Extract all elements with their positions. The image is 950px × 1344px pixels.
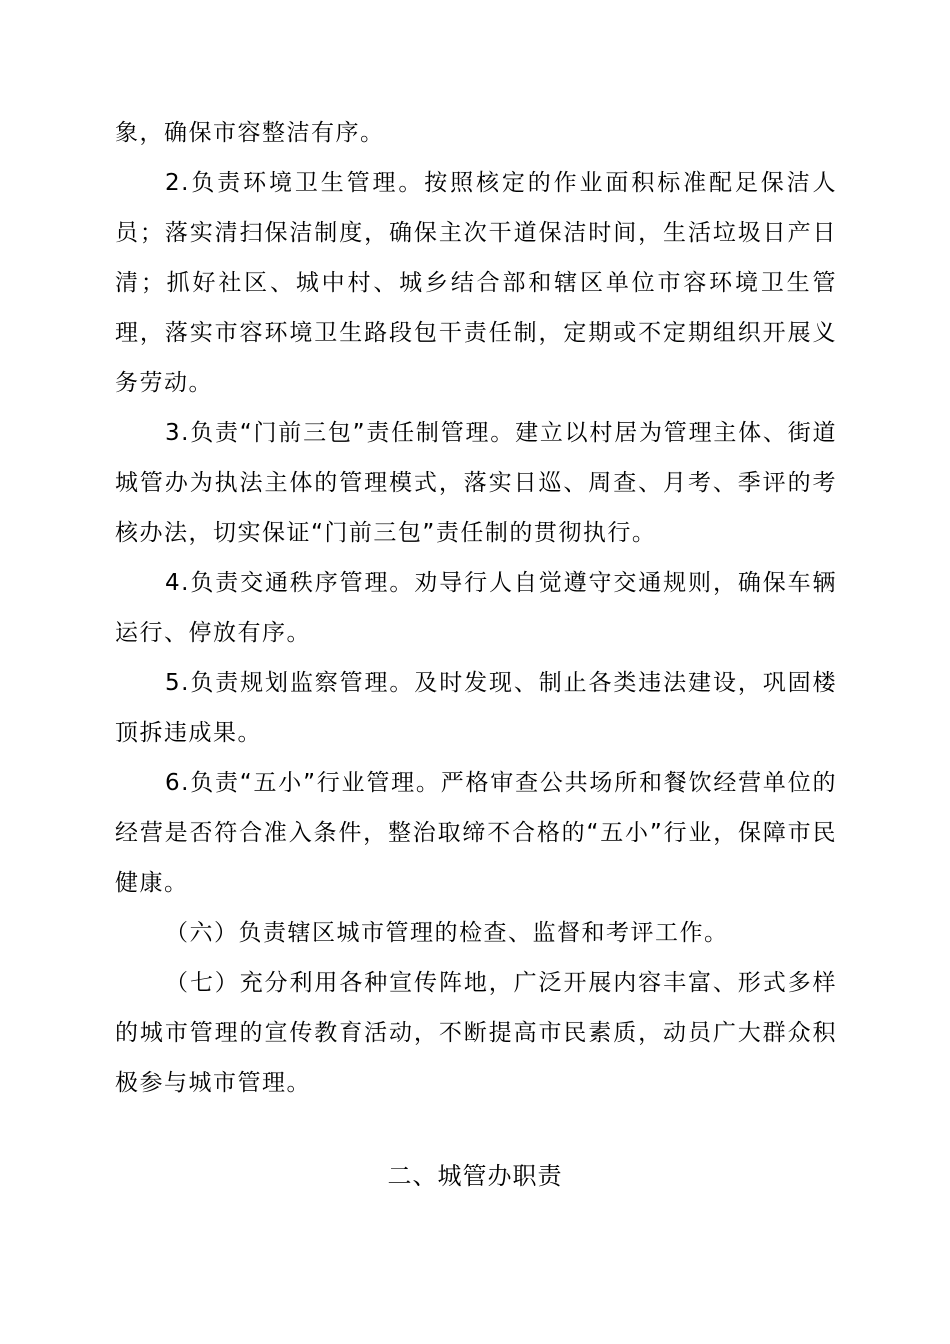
paragraph-item-4: 4.负责交通秩序管理。劝导行人自觉遵守交通规则，确保车辆运行、停放有序。 bbox=[115, 570, 837, 646]
paragraph-section-7: （七）充分利用各种宣传阵地，广泛开展内容丰富、形式多样的城市管理的宣传教育活动，不断提高市民素质，动员广大群众积极参与城市管理。 bbox=[115, 970, 837, 1096]
paragraph-continuation: 象，确保市容整洁有序。 bbox=[115, 120, 385, 146]
paragraph-section-6: （六）负责辖区城市管理的检查、监督和考评工作。 bbox=[165, 920, 729, 946]
paragraph-item-3: 3.负责“门前三包”责任制管理。建立以村居为管理主体、街道城管办为执法主体的管理模式，落实日巡、周查、月考、季评的考核办法，切实保证“门前三包”责任制的贯彻执行。 bbox=[115, 420, 837, 546]
paragraph-item-5: 5.负责规划监察管理。及时发现、制止各类违法建设，巩固楼顶拆违成果。 bbox=[115, 670, 837, 746]
document-body bbox=[115, 108, 837, 1108]
paragraph-item-6: 6.负责“五小”行业管理。严格审查公共场所和餐饮经营单位的经营是否符合准入条件，整治取缔不合格的“五小”行业，保障市民健康。 bbox=[115, 770, 837, 896]
section-heading: 二、城管办职责 bbox=[387, 1162, 563, 1190]
paragraph-item-2: 2.负责环境卫生管理。按照核定的作业面积标准配足保洁人员；落实清扫保洁制度，确保主次干道保洁时间，生活垃圾日产日清；抓好社区、城中村、城乡结合部和辖区单位市容环境卫生管理，落实市容环境卫生路段包干责任制，定期或不定期组织开展义务劳动。 bbox=[115, 170, 837, 396]
